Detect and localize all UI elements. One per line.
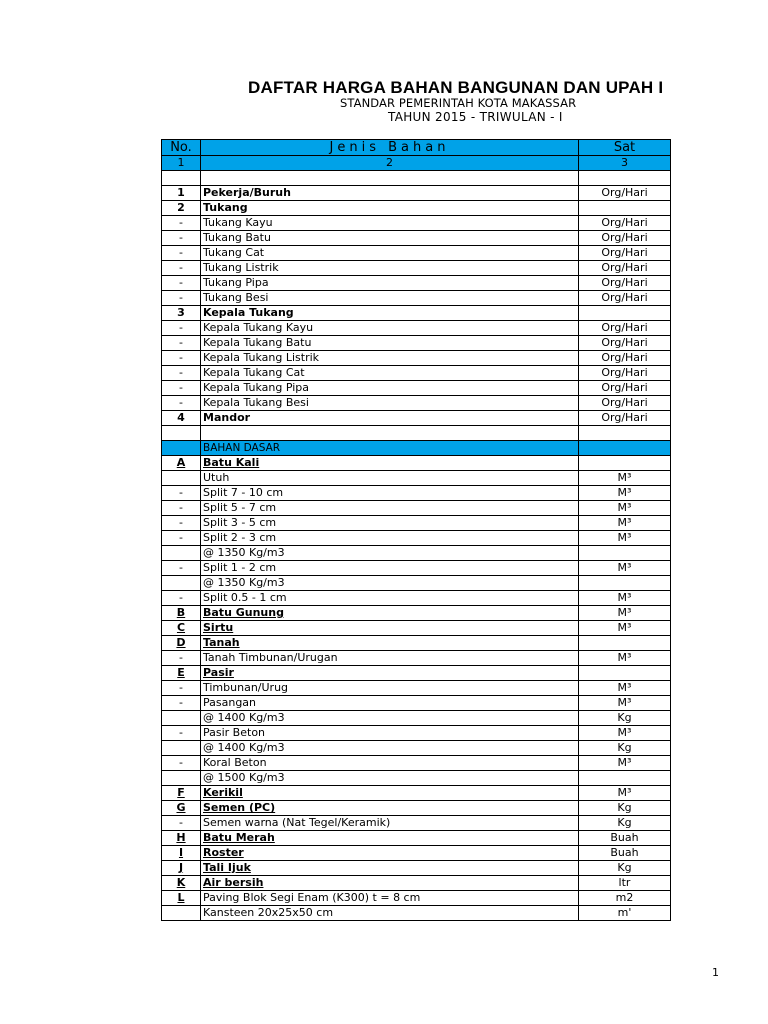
row-number: 1 bbox=[162, 186, 201, 201]
row-unit: m2 bbox=[579, 891, 671, 906]
row-number bbox=[162, 441, 201, 456]
table-row bbox=[162, 201, 671, 216]
row-unit bbox=[579, 771, 671, 786]
row-number: - bbox=[162, 336, 201, 351]
row-material: Air bersih bbox=[201, 876, 579, 891]
table-row bbox=[162, 576, 671, 591]
row-unit: M³ bbox=[579, 516, 671, 531]
row-unit: Kg bbox=[579, 801, 671, 816]
row-unit: Kg bbox=[579, 741, 671, 756]
row-material: @ 1400 Kg/m3 bbox=[201, 711, 579, 726]
row-unit: Org/Hari bbox=[579, 231, 671, 246]
row-number bbox=[162, 576, 201, 591]
header-sat: Sat bbox=[579, 140, 671, 156]
row-unit: Org/Hari bbox=[579, 216, 671, 231]
column-number-row bbox=[162, 156, 671, 171]
table-row bbox=[162, 561, 671, 576]
row-material: Kepala Tukang bbox=[201, 306, 579, 321]
row-material: Roster bbox=[201, 846, 579, 861]
row-material: Split 2 - 3 cm bbox=[201, 531, 579, 546]
table-row bbox=[162, 216, 671, 231]
row-number: - bbox=[162, 366, 201, 381]
row-number: - bbox=[162, 291, 201, 306]
row-unit: Org/Hari bbox=[579, 276, 671, 291]
row-material: Mandor bbox=[201, 411, 579, 426]
row-number: - bbox=[162, 231, 201, 246]
table-row bbox=[162, 861, 671, 876]
row-material: Kepala Tukang Batu bbox=[201, 336, 579, 351]
row-unit: Kg bbox=[579, 711, 671, 726]
row-unit: Org/Hari bbox=[579, 381, 671, 396]
row-unit bbox=[579, 636, 671, 651]
table-row bbox=[162, 321, 671, 336]
section-header-row bbox=[162, 441, 671, 456]
table-row bbox=[162, 741, 671, 756]
table-row bbox=[162, 786, 671, 801]
row-material: Split 7 - 10 cm bbox=[201, 486, 579, 501]
row-unit bbox=[579, 201, 671, 216]
table-row bbox=[162, 546, 671, 561]
row-material: Tukang Cat bbox=[201, 246, 579, 261]
row-unit: M³ bbox=[579, 756, 671, 771]
row-material: Kepala Tukang Cat bbox=[201, 366, 579, 381]
table-row bbox=[162, 891, 671, 906]
table-row bbox=[162, 186, 671, 201]
row-material: @ 1350 Kg/m3 bbox=[201, 576, 579, 591]
table-row bbox=[162, 261, 671, 276]
row-unit bbox=[579, 426, 671, 441]
row-number: - bbox=[162, 246, 201, 261]
row-material: Split 0.5 - 1 cm bbox=[201, 591, 579, 606]
row-number: - bbox=[162, 261, 201, 276]
row-material: Kepala Tukang Listrik bbox=[201, 351, 579, 366]
price-table-body bbox=[162, 140, 671, 921]
row-unit: M³ bbox=[579, 486, 671, 501]
row-unit: Kg bbox=[579, 816, 671, 831]
row-unit: Org/Hari bbox=[579, 186, 671, 201]
row-number: - bbox=[162, 651, 201, 666]
row-number: B bbox=[162, 606, 201, 621]
table-row bbox=[162, 606, 671, 621]
row-unit: ltr bbox=[579, 876, 671, 891]
row-unit: M³ bbox=[579, 591, 671, 606]
row-material: Sirtu bbox=[201, 621, 579, 636]
row-unit: Org/Hari bbox=[579, 261, 671, 276]
row-unit bbox=[579, 576, 671, 591]
row-unit: m' bbox=[579, 906, 671, 921]
row-number: - bbox=[162, 396, 201, 411]
row-unit: M³ bbox=[579, 651, 671, 666]
table-row bbox=[162, 666, 671, 681]
row-material: Tukang Batu bbox=[201, 231, 579, 246]
row-number: - bbox=[162, 486, 201, 501]
row-unit: M³ bbox=[579, 696, 671, 711]
row-material: Kepala Tukang Pipa bbox=[201, 381, 579, 396]
row-unit: M³ bbox=[579, 531, 671, 546]
row-number: - bbox=[162, 276, 201, 291]
row-unit bbox=[579, 441, 671, 456]
table-row bbox=[162, 771, 671, 786]
row-number: 4 bbox=[162, 411, 201, 426]
row-number bbox=[162, 471, 201, 486]
row-material: Split 1 - 2 cm bbox=[201, 561, 579, 576]
row-number: I bbox=[162, 846, 201, 861]
row-unit: M³ bbox=[579, 681, 671, 696]
row-unit: Org/Hari bbox=[579, 321, 671, 336]
table-row bbox=[162, 396, 671, 411]
table-row bbox=[162, 291, 671, 306]
row-material: Tanah Timbunan/Urugan bbox=[201, 651, 579, 666]
row-unit: Org/Hari bbox=[579, 336, 671, 351]
row-material: Pasir Beton bbox=[201, 726, 579, 741]
row-material: @ 1500 Kg/m3 bbox=[201, 771, 579, 786]
row-material: Pekerja/Buruh bbox=[201, 186, 579, 201]
table-row bbox=[162, 876, 671, 891]
colnum-jenis: 2 bbox=[201, 156, 579, 171]
row-number: K bbox=[162, 876, 201, 891]
row-unit: Buah bbox=[579, 831, 671, 846]
table-row bbox=[162, 801, 671, 816]
document-subtitle: STANDAR PEMERINTAH KOTA MAKASSAR bbox=[340, 96, 577, 110]
table-row bbox=[162, 306, 671, 321]
row-unit: M³ bbox=[579, 786, 671, 801]
row-material: @ 1350 Kg/m3 bbox=[201, 546, 579, 561]
row-number bbox=[162, 171, 201, 186]
row-material: Split 5 - 7 cm bbox=[201, 501, 579, 516]
row-material: Tukang Kayu bbox=[201, 216, 579, 231]
row-material: Tukang Besi bbox=[201, 291, 579, 306]
price-table bbox=[161, 139, 671, 921]
row-unit: Org/Hari bbox=[579, 396, 671, 411]
row-number: - bbox=[162, 216, 201, 231]
row-unit: Buah bbox=[579, 846, 671, 861]
table-row bbox=[162, 426, 671, 441]
row-number: A bbox=[162, 456, 201, 471]
table-row bbox=[162, 381, 671, 396]
row-number bbox=[162, 711, 201, 726]
row-number: - bbox=[162, 381, 201, 396]
row-material: Pasangan bbox=[201, 696, 579, 711]
page-number: 1 bbox=[712, 966, 719, 979]
table-row bbox=[162, 276, 671, 291]
row-material: Tukang Listrik bbox=[201, 261, 579, 276]
table-row bbox=[162, 831, 671, 846]
row-unit: M³ bbox=[579, 561, 671, 576]
row-number bbox=[162, 546, 201, 561]
table-row bbox=[162, 351, 671, 366]
row-number: - bbox=[162, 351, 201, 366]
row-unit bbox=[579, 306, 671, 321]
row-number: - bbox=[162, 321, 201, 336]
row-unit bbox=[579, 456, 671, 471]
row-material: Pasir bbox=[201, 666, 579, 681]
row-number: G bbox=[162, 801, 201, 816]
table-row bbox=[162, 636, 671, 651]
row-material: Kerikil bbox=[201, 786, 579, 801]
row-number bbox=[162, 741, 201, 756]
row-unit: Org/Hari bbox=[579, 291, 671, 306]
row-unit bbox=[579, 171, 671, 186]
table-row bbox=[162, 486, 671, 501]
row-material: Split 3 - 5 cm bbox=[201, 516, 579, 531]
row-number: J bbox=[162, 861, 201, 876]
row-material: Tali Ijuk bbox=[201, 861, 579, 876]
row-unit: Org/Hari bbox=[579, 246, 671, 261]
row-number: H bbox=[162, 831, 201, 846]
row-unit: M³ bbox=[579, 471, 671, 486]
table-row bbox=[162, 246, 671, 261]
row-unit: M³ bbox=[579, 501, 671, 516]
header-no: No. bbox=[162, 140, 201, 156]
row-number: C bbox=[162, 621, 201, 636]
row-number: - bbox=[162, 696, 201, 711]
row-material: Kepala Tukang Kayu bbox=[201, 321, 579, 336]
table-row bbox=[162, 171, 671, 186]
row-number: - bbox=[162, 531, 201, 546]
table-row bbox=[162, 411, 671, 426]
table-row bbox=[162, 906, 671, 921]
row-number: - bbox=[162, 726, 201, 741]
row-number: - bbox=[162, 561, 201, 576]
document-period: TAHUN 2015 - TRIWULAN - I bbox=[388, 110, 563, 124]
table-row bbox=[162, 336, 671, 351]
row-number: F bbox=[162, 786, 201, 801]
colnum-sat: 3 bbox=[579, 156, 671, 171]
row-material: Koral Beton bbox=[201, 756, 579, 771]
row-material: Utuh bbox=[201, 471, 579, 486]
row-material: Semen warna (Nat Tegel/Keramik) bbox=[201, 816, 579, 831]
document-title: DAFTAR HARGA BAHAN BANGUNAN DAN UPAH I bbox=[248, 78, 664, 97]
row-unit: Kg bbox=[579, 861, 671, 876]
header-jenis: Jenis Bahan bbox=[201, 140, 579, 156]
table-row bbox=[162, 816, 671, 831]
row-number bbox=[162, 906, 201, 921]
table-row bbox=[162, 711, 671, 726]
table-row bbox=[162, 696, 671, 711]
table-row bbox=[162, 456, 671, 471]
table-row bbox=[162, 681, 671, 696]
table-row bbox=[162, 501, 671, 516]
row-material: BAHAN DASAR bbox=[201, 441, 579, 456]
row-unit: M³ bbox=[579, 726, 671, 741]
table-row bbox=[162, 651, 671, 666]
table-header-row bbox=[162, 140, 671, 156]
row-number: - bbox=[162, 816, 201, 831]
table-row bbox=[162, 516, 671, 531]
row-number: - bbox=[162, 681, 201, 696]
row-number: - bbox=[162, 591, 201, 606]
row-number bbox=[162, 426, 201, 441]
row-material: Paving Blok Segi Enam (K300) t = 8 cm bbox=[201, 891, 579, 906]
row-number: E bbox=[162, 666, 201, 681]
table-row bbox=[162, 726, 671, 741]
row-material: Tukang Pipa bbox=[201, 276, 579, 291]
row-material: Kepala Tukang Besi bbox=[201, 396, 579, 411]
row-unit: Org/Hari bbox=[579, 366, 671, 381]
row-unit bbox=[579, 546, 671, 561]
table-row bbox=[162, 846, 671, 861]
row-unit: Org/Hari bbox=[579, 411, 671, 426]
row-material: Semen (PC) bbox=[201, 801, 579, 816]
row-material: Batu Gunung bbox=[201, 606, 579, 621]
table-row bbox=[162, 531, 671, 546]
table-row bbox=[162, 231, 671, 246]
row-unit: Org/Hari bbox=[579, 351, 671, 366]
row-number: - bbox=[162, 756, 201, 771]
row-material: Timbunan/Urug bbox=[201, 681, 579, 696]
row-material: Batu Merah bbox=[201, 831, 579, 846]
row-number: L bbox=[162, 891, 201, 906]
table-row bbox=[162, 591, 671, 606]
row-material: Batu Kali bbox=[201, 456, 579, 471]
row-unit: M³ bbox=[579, 606, 671, 621]
table-row bbox=[162, 471, 671, 486]
row-number bbox=[162, 771, 201, 786]
colnum-no: 1 bbox=[162, 156, 201, 171]
row-material bbox=[201, 426, 579, 441]
row-unit: M³ bbox=[579, 621, 671, 636]
table-row bbox=[162, 621, 671, 636]
row-material bbox=[201, 171, 579, 186]
row-number: - bbox=[162, 501, 201, 516]
row-number: D bbox=[162, 636, 201, 651]
row-number: - bbox=[162, 516, 201, 531]
row-material: Tukang bbox=[201, 201, 579, 216]
row-unit bbox=[579, 666, 671, 681]
table-row bbox=[162, 366, 671, 381]
row-material: Tanah bbox=[201, 636, 579, 651]
row-material: @ 1400 Kg/m3 bbox=[201, 741, 579, 756]
row-material: Kansteen 20x25x50 cm bbox=[201, 906, 579, 921]
table-row bbox=[162, 756, 671, 771]
row-number: 3 bbox=[162, 306, 201, 321]
row-number: 2 bbox=[162, 201, 201, 216]
